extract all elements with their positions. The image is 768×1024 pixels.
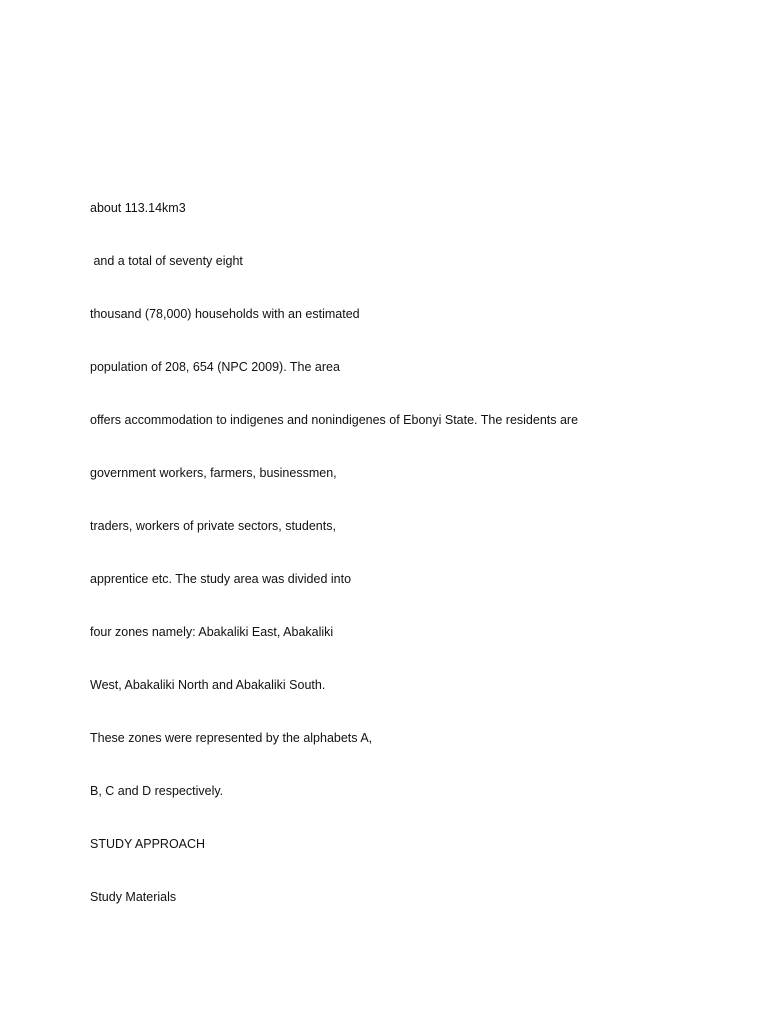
text-line: apprentice etc. The study area was divided into [90,572,352,586]
text-line: thousand (78,000) households with an estimated [90,307,360,321]
subsection-heading: Study Materials [90,890,177,904]
text-line: West, Abakaliki North and Abakaliki South. [90,678,326,692]
text-line: offers accommodation to indigenes and nonindigenes of Ebonyi State. The residents are [90,413,579,427]
text-line: These zones were represented by the alphabets A, [90,731,373,745]
text-line: and a total of seventy eight [90,254,243,268]
text-line: B, C and D respectively. [90,784,224,798]
text-line: four zones namely: Abakaliki East, Abakaliki [90,625,334,639]
text-line: about 113.14km3 [90,201,186,215]
text-line: population of 208, 654 (NPC 2009). The area [90,360,340,374]
text-line: government workers, farmers, businessmen, [90,466,337,480]
section-heading: STUDY APPROACH [90,837,206,851]
text-line: traders, workers of private sectors, students, [90,519,336,533]
